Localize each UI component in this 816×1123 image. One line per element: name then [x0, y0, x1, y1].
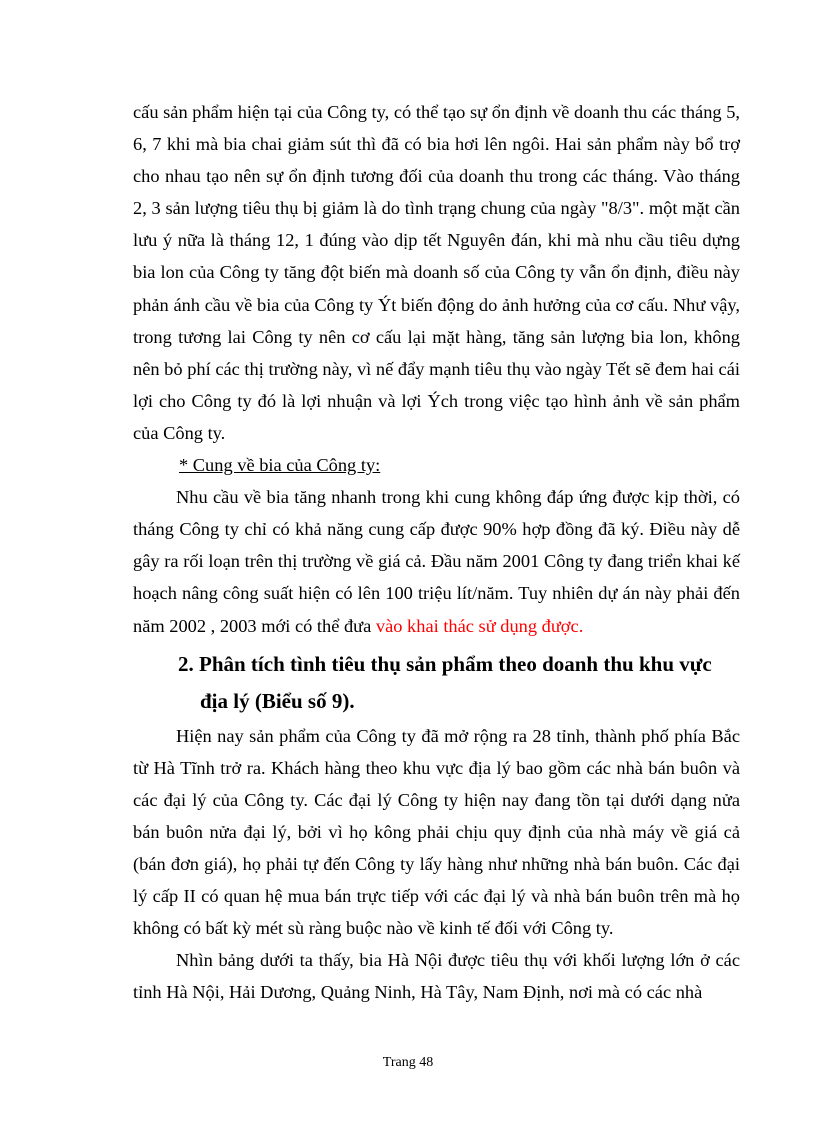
section-heading-line-1: 2. Phân tích tình tiêu thụ sản phẩm theo doanh thu khu vực [178, 651, 712, 676]
paragraph-4: Nhìn bảng dưới ta thấy, bia Hà Nội được tiêu thụ với khối lượng lớn ở các tỉnh Hà Nội, Hải Dương, Quảng Ninh, Hà Tây, Nam Định, nơi mà có các nhà [133, 950, 740, 1003]
paragraph-1: cấu sản phẩm hiện tại của Công ty, có thể tạo sự ổn định về doanh thu các tháng 5, 6, 7 khi mà bia chai giảm sút thì đã có bia hơi lên ngôi. Hai sản phẩm này bổ trợ cho nhau tạo nên sự ổn định tương đối của doanh thu trong các tháng. Vào tháng 2, 3 sản lượng tiêu thụ bị giảm là do tình trạng chung của ngày "8/3". một mặt cần lưu ý nữa là tháng 12, 1 đúng vào dịp tết Nguyên đán, khi mà nhu cầu tiêu dựng bia lon của Công ty tăng đột biến mà doanh số của Công ty vẫn ổn định, điều này phản ánh cầu về bia của Công ty Ýt biến động do ảnh hưởng của cơ cấu. Như vậy, trong tương lai Công ty nên cơ cấu lại mặt hàng, tăng sản lượng bia lon, không nên bỏ phí các thị trường này, vì nế đẩy mạnh tiêu thụ vào ngày Tết sẽ đem hai cái lợi cho Công ty đó là lợi nhuận và lợi Ých trong việc tạo hình ảnh về sản phẩm của Công ty. [133, 102, 740, 443]
section-heading-line-2: địa lý (Biểu số 9). [200, 688, 355, 713]
body-text [133, 96, 740, 1008]
page-number: Trang 48 [382, 1055, 434, 1070]
subheading-supply: * Cung về bia của Công ty: [179, 455, 381, 476]
paragraph-2-text: Nhu cầu về bia tăng nhanh trong khi cung không đáp ứng được kịp thời, có tháng Công ty chỉ có khả năng cung cấp được 90% hợp đồng đã ký. Điều này dễ gây ra rối loạn trên thị trường về giá cả. Đầu năm 2001 Công ty đang triển khai kế hoạch nâng công suất hiện có lên 100 triệu lít/năm. Tuy nhiên dự án này phải đến năm 2002 , 2003 mới có thể đưa [133, 487, 740, 636]
paragraph-2-red-text: vào khai thác sử dụng được. [375, 615, 584, 636]
paragraph-2 [133, 481, 740, 641]
paragraph-3: Hiện nay sản phẩm của Công ty đã mở rộng ra 28 tỉnh, thành phố phía Bắc từ Hà Tĩnh trở ra. Khách hàng theo khu vực địa lý bao gồm các nhà bán buôn và các đại lý của Công ty. Các đại lý Công ty hiện nay đang tồn tại dưới dạng nửa bán buôn nửa đại lý, bởi vì họ kông phải chịu quy định của nhà máy về giá cả (bán đơn giá), họ phải tự đến Công ty lấy hàng như những nhà bán buôn. Các đại lý cấp II có quan hệ mua bán trực tiếp với các đại lý và nhà bán buôn trên mà họ không có bất kỳ mét sù ràng buộc nào về kinh tế đối với Công ty. [133, 725, 740, 939]
